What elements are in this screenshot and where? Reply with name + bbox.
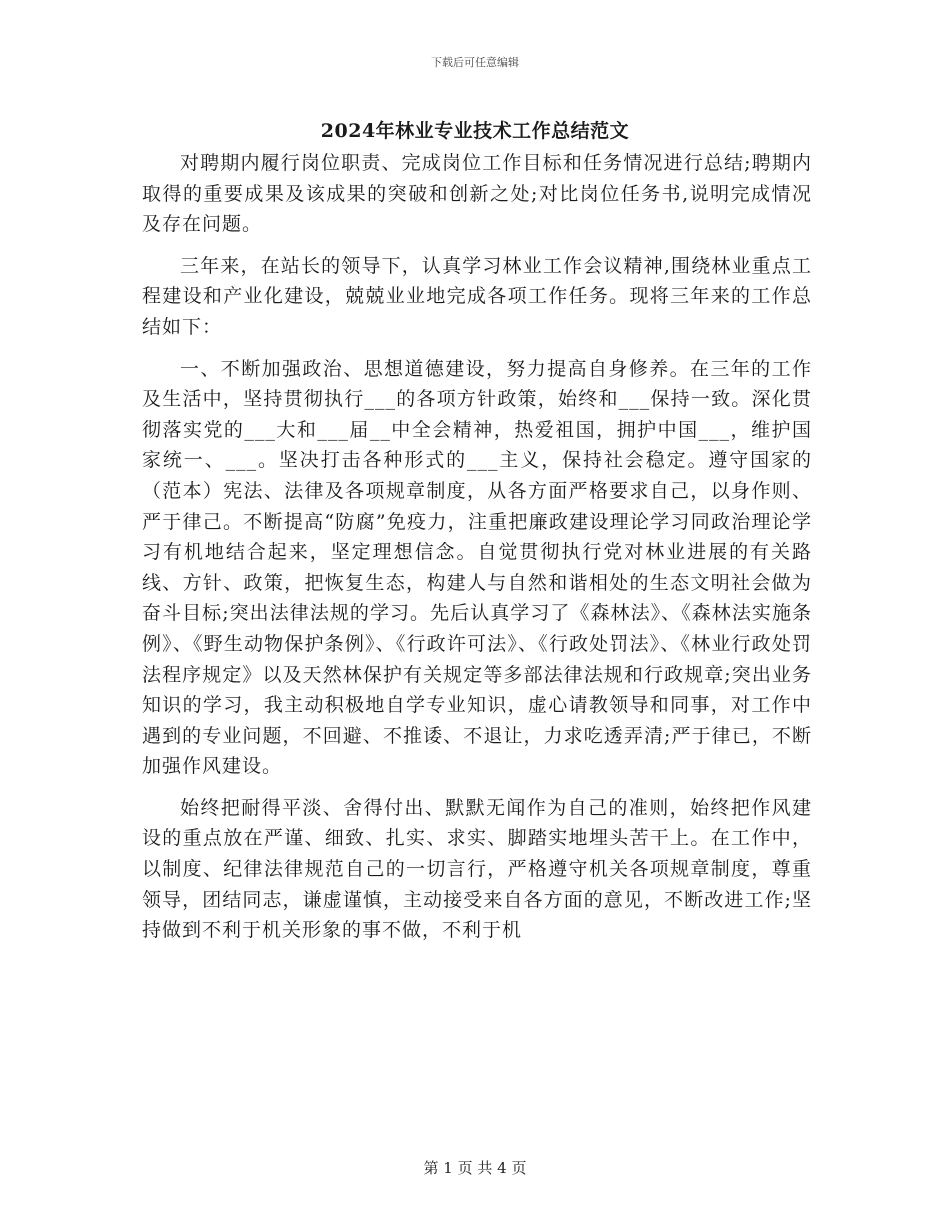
paragraph: 一、不断加强政治、思想道德建设，努力提高自身修养。在三年的工作及生活中，坚持贯彻执行___的各项方针政策，始终和___保持一致。深化贯彻落实党的___大和___届__中全会精神，热爱祖国，拥护中国___，维护国家统一、___。坚决打击各种形式的___主义，保持社会稳定。遵守国家的（范本）宪法、法律及各项规章制度，从各方面严格要求自己，以身作则、严于律己。不断提高“防腐”免疫力，注重把廉政建设理论学习同政治理论学习有机地结合起来，坚定理想信念。自觉贯彻执行党对林业进展的有关路线、方针、政策，把恢复生态，构建人与自然和谐相处的生态文明社会做为奋斗目标;突出法律法规的学习。先后认真学习了《森林法》、《森林法实施条例》、《野生动物保护条例》、《行政许可法》、《行政处罚法》、《林业行政处罚法程序规定》以及天然林保护有关规定等多部法律法规和行政规章;突出业务知识的学习，我主动积极地自学专业知识，虚心请教领导和同事，对工作中遇到的专业问题，不回避、不推诿、不退让，力求吃透弄清;严于律已，不断加强作风建设。 [142, 357, 812, 778]
document-title: 2024年林业专业技术工作总结范文 [320, 120, 630, 142]
paragraph: 始终把耐得平淡、舍得付出、默默无闻作为自己的准则，始终把作风建设的重点放在严谨、细致、扎实、求实、脚踏实地埋头苦干上。在工作中，以制度、纪律法律规范自己的一切言行，严格遵守机关各项规章制度，尊重领导，团结同志，谦虚谨慎，主动接受来自各方面的意见，不断改进工作;坚持做到不利于机关形象的事不做，不利于机 [142, 796, 812, 942]
page-header-note: 下载后可任意编辑 [431, 56, 519, 69]
paragraph: 三年来，在站长的领导下，认真学习林业工作会议精神,围绕林业重点工程建设和产业化建设，兢兢业业地完成各项工作任务。现将三年来的工作总结如下： [142, 254, 812, 338]
paragraph: 对聘期内履行岗位职责、完成岗位工作目标和任务情况进行总结;聘期内取得的重要成果及该成果的突破和创新之处;对比岗位任务书,说明完成情况及存在问题。 [142, 152, 812, 236]
document-body [142, 148, 812, 957]
page-number: 第 1 页 共 4 页 [423, 1159, 527, 1177]
